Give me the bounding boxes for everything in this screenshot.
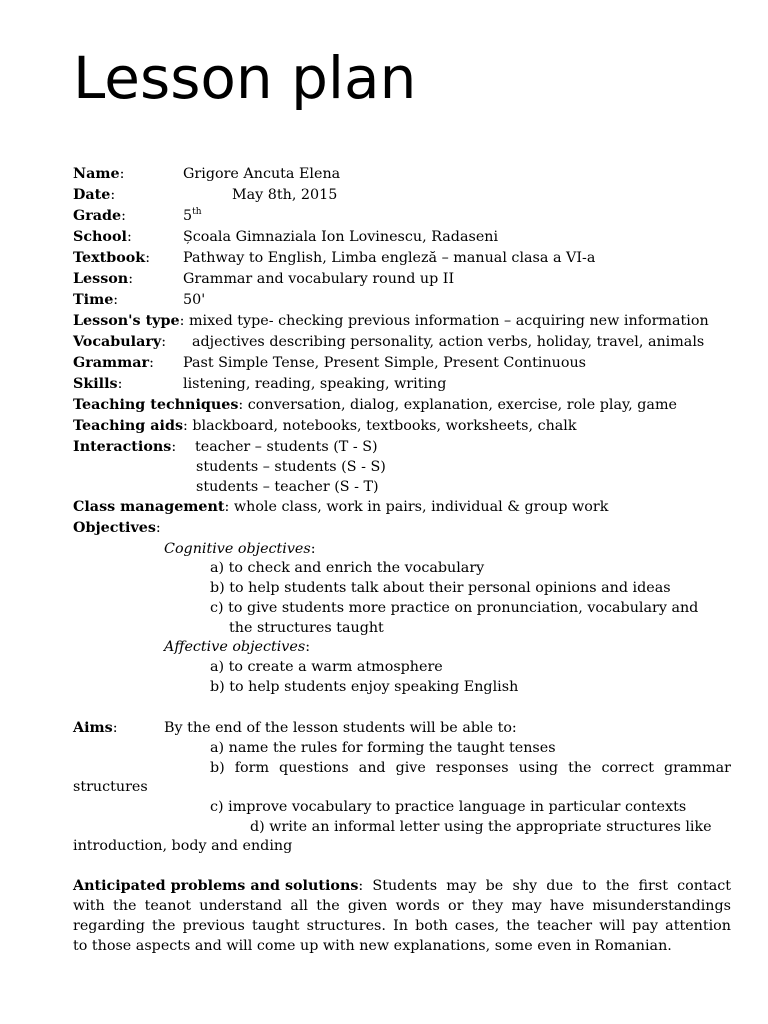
aim-item-continued: introduction, body and ending <box>73 838 293 854</box>
management-row <box>73 497 608 518</box>
aims-row: Aims: <box>73 720 118 736</box>
name-value: Grigore Ancuta Elena <box>183 166 341 182</box>
school-value: Școala Gimnaziala Ion Lovinescu, Radaseni <box>183 229 499 245</box>
interactions-row: Interactions: <box>73 439 177 455</box>
problems-row <box>73 876 731 897</box>
grade-row: Grade: <box>73 208 126 224</box>
aim-item: a) name the rules for forming the taught tenses <box>210 740 556 756</box>
techniques-value: : conversation, dialog, explanation, exercise, role play, game <box>238 397 677 413</box>
name-label: Name <box>73 166 120 182</box>
grammar-value: Past Simple Tense, Present Simple, Present Continuous <box>183 355 587 371</box>
aids-label: Teaching aids <box>73 418 183 434</box>
objective-item: b) to help students enjoy speaking English <box>210 679 519 695</box>
grade-value: 5 <box>183 208 193 224</box>
management-label: Class management <box>73 499 225 515</box>
aim-item: b) form questions and give responses using the correct grammar <box>210 760 731 776</box>
affective-heading: Affective objectives: <box>164 639 311 655</box>
objective-item: c) to give students more practice on pronunciation, vocabulary and <box>210 600 699 616</box>
objective-item: the structures taught <box>229 620 384 636</box>
objectives-row: Objectives: <box>73 520 161 536</box>
lesson-value: Grammar and vocabulary round up II <box>183 271 455 287</box>
grade-suffix: th <box>192 207 202 218</box>
aims-intro: By the end of the lesson students will be able to: <box>164 720 517 736</box>
problems-line: regarding the previous taught structures. In both cases, the teacher will pay attention <box>73 918 731 934</box>
problems-line: with the teanot understand all the given words or they may have misunderstandings <box>73 898 731 914</box>
skills-row: Skills: <box>73 376 123 392</box>
aim-item: d) write an informal letter using the appropriate structures like <box>250 819 712 835</box>
aids-row <box>73 416 577 437</box>
grammar-row: Grammar: <box>73 355 154 371</box>
textbook-value: Pathway to English, Limba engleză – manual clasa a VI-a <box>183 250 596 266</box>
school-row: School: <box>73 229 132 245</box>
objective-item: a) to check and enrich the vocabulary <box>210 560 485 576</box>
affective-label: Affective objectives <box>164 639 306 655</box>
aim-item: c) improve vocabulary to practice language in particular contexts <box>210 799 687 815</box>
lesson-type-label: Lesson's type <box>73 313 180 329</box>
aids-value: : blackboard, notebooks, textbooks, worksheets, chalk <box>183 418 577 434</box>
problems-line: : Students may be shy due to the first contact <box>358 878 731 894</box>
objective-item: b) to help students talk about their personal opinions and ideas <box>210 580 671 596</box>
vocabulary-value: adjectives describing personality, action verbs, holiday, travel, animals <box>192 334 705 350</box>
aim-item-continued: structures <box>73 779 148 795</box>
textbook-row: Textbook: <box>73 250 151 266</box>
grammar-label: Grammar <box>73 355 150 371</box>
school-label: School <box>73 229 127 245</box>
vocabulary-row: Vocabulary: <box>73 334 167 350</box>
date-row: Date: <box>73 187 116 203</box>
textbook-label: Textbook <box>73 250 146 266</box>
grade-label: Grade <box>73 208 122 224</box>
skills-label: Skills <box>73 376 118 392</box>
lesson-type-row <box>73 311 709 332</box>
techniques-row <box>73 395 677 416</box>
date-value: May 8th, 2015 <box>232 187 338 203</box>
time-value: 50' <box>183 292 206 308</box>
grade-value-wrap <box>183 206 202 227</box>
interaction-item: students – students (S - S) <box>196 459 386 475</box>
management-value: : whole class, work in pairs, individual & group work <box>224 499 609 515</box>
name-row: Name: <box>73 166 125 182</box>
vocabulary-label: Vocabulary <box>73 334 162 350</box>
time-label: Time <box>73 292 114 308</box>
date-label: Date <box>73 187 111 203</box>
page-title: Lesson plan <box>73 44 417 112</box>
skills-value: listening, reading, speaking, writing <box>183 376 447 392</box>
lesson-type-value: : mixed type- checking previous information – acquiring new information <box>179 313 709 329</box>
techniques-label: Teaching techniques <box>73 397 239 413</box>
objective-item: a) to create a warm atmosphere <box>210 659 443 675</box>
cognitive-label: Cognitive objectives <box>164 541 311 557</box>
interaction-item: teacher – students (T - S) <box>195 439 378 455</box>
problems-label: Anticipated problems and solutions <box>73 878 359 894</box>
interactions-label: Interactions <box>73 439 172 455</box>
aims-label: Aims <box>73 720 113 736</box>
lesson-row: Lesson: <box>73 271 134 287</box>
time-row: Time: <box>73 292 119 308</box>
objectives-label: Objectives <box>73 520 156 536</box>
lesson-label: Lesson <box>73 271 129 287</box>
interaction-item: students – teacher (S - T) <box>196 479 379 495</box>
problems-line: to those aspects and will come up with new explanations, some even in Romanian. <box>73 938 672 954</box>
cognitive-heading: Cognitive objectives: <box>164 541 316 557</box>
